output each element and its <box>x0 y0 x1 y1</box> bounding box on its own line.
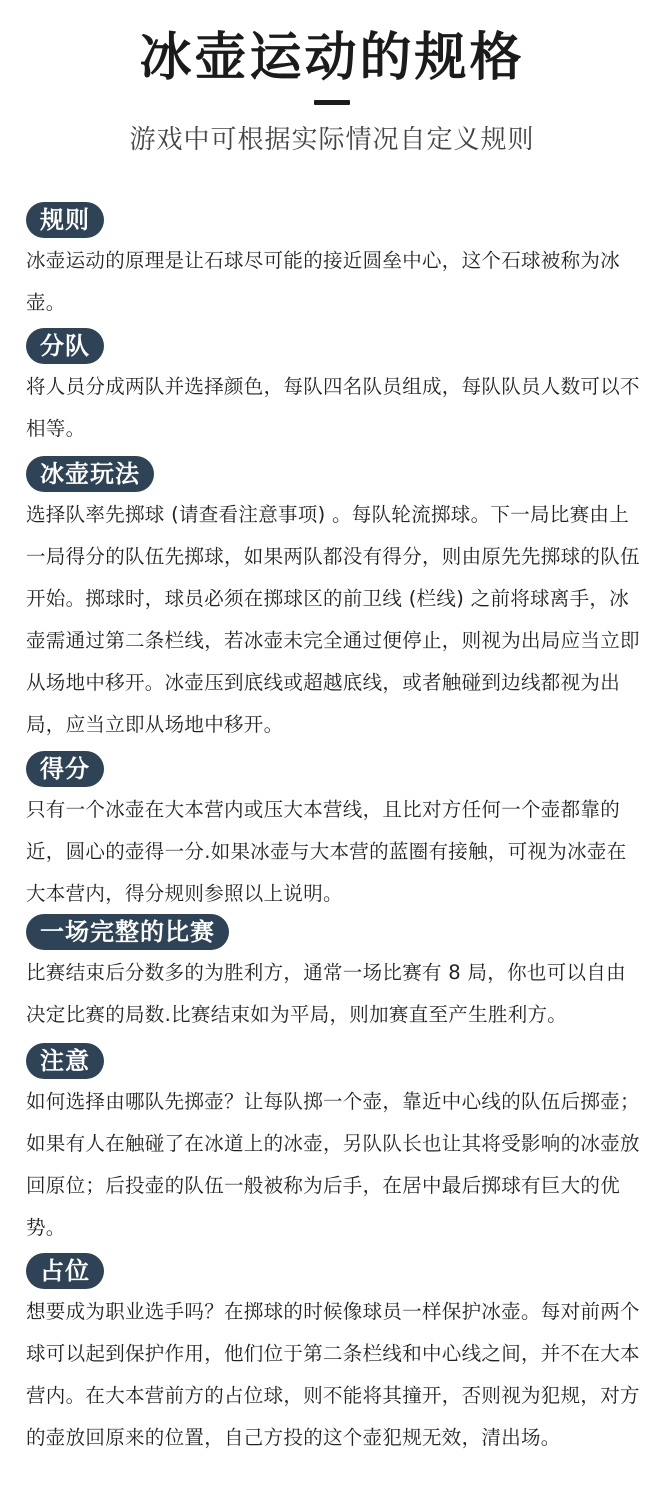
title-divider <box>314 100 350 105</box>
section-text-gameplay: 选择队率先掷球 (请查看注意事项) 。每队轮流掷球。下一局比赛由上一局得分的队伍先掷球，如果两队都没有得分，则由原先先掷球的队伍开始。掷球时，球员必须在掷球区的前卫线 (栏线) 之前将球离手，冰壶需通过第二条栏线，若冰壶未完全通过便停止，则视为出局应当立即从场地中移开。冰壶压到底线或超越底线，或者触碰到边线都视为出局，应当立即从场地中移开。 <box>26 503 640 736</box>
section-teams <box>26 328 642 450</box>
section-guard <box>26 1253 642 1459</box>
section-heading-scoring: 得分 <box>26 751 104 787</box>
section-text-notes: 如何选择由哪队先掷壶？让每队掷一个壶，靠近中心线的队伍后掷壶；如果有人在触碰了在冰道上的冰壶，另队队长也让其将受影响的冰壶放回原位；后投壶的队伍一般被称为后手，在居中最后掷球有巨大的优势。 <box>26 1090 640 1239</box>
section-scoring <box>26 751 642 915</box>
section-heading-gameplay: 冰壶玩法 <box>26 456 154 492</box>
page-subtitle: 游戏中可根据实际情况自定义规则 <box>129 125 535 155</box>
section-text-rules: 冰壶运动的原理是让石球尽可能的接近圆垒中心，这个石球被称为冰壶。 <box>26 249 621 314</box>
section-heading-rules: 规则 <box>26 202 104 238</box>
section-text-teams: 将人员分成两队并选择颜色，每队四名队员组成，每队队员人数可以不相等。 <box>26 375 640 440</box>
section-heading-guard: 占位 <box>26 1253 104 1289</box>
section-rules <box>26 202 642 324</box>
section-heading-notes: 注意 <box>26 1043 104 1079</box>
section-heading-teams: 分队 <box>26 328 104 364</box>
section-text-scoring: 只有一个冰壶在大本营内或压大本营线，且比对方任何一个壶都靠的近，圆心的壶得一分.如果冰壶与大本营的蓝圈有接触，可视为冰壶在大本营内，得分规则参照以上说明。 <box>26 798 627 905</box>
page-title: 冰壶运动的规格 <box>139 28 525 88</box>
section-heading-full-match: 一场完整的比赛 <box>26 914 229 950</box>
section-notes <box>26 1043 642 1249</box>
section-text-full-match: 比赛结束后分数多的为胜利方，通常一场比赛有 8 局，你也可以自由决定比赛的局数.比赛结束如为平局，则加赛直至产生胜利方。 <box>26 961 626 1026</box>
section-text-guard: 想要成为职业选手吗？在掷球的时候像球员一样保护冰壶。每对前两个球可以起到保护作用，他们位于第二条栏线和中心线之间，并不在大本营内。在大本营前方的占位球，则不能将其撞开，否则视为犯规，对方的壶放回原来的位置，自己方投的这个壶犯规无效，清出场。 <box>26 1300 640 1449</box>
section-full-match <box>26 914 642 1036</box>
section-gameplay <box>26 456 642 746</box>
